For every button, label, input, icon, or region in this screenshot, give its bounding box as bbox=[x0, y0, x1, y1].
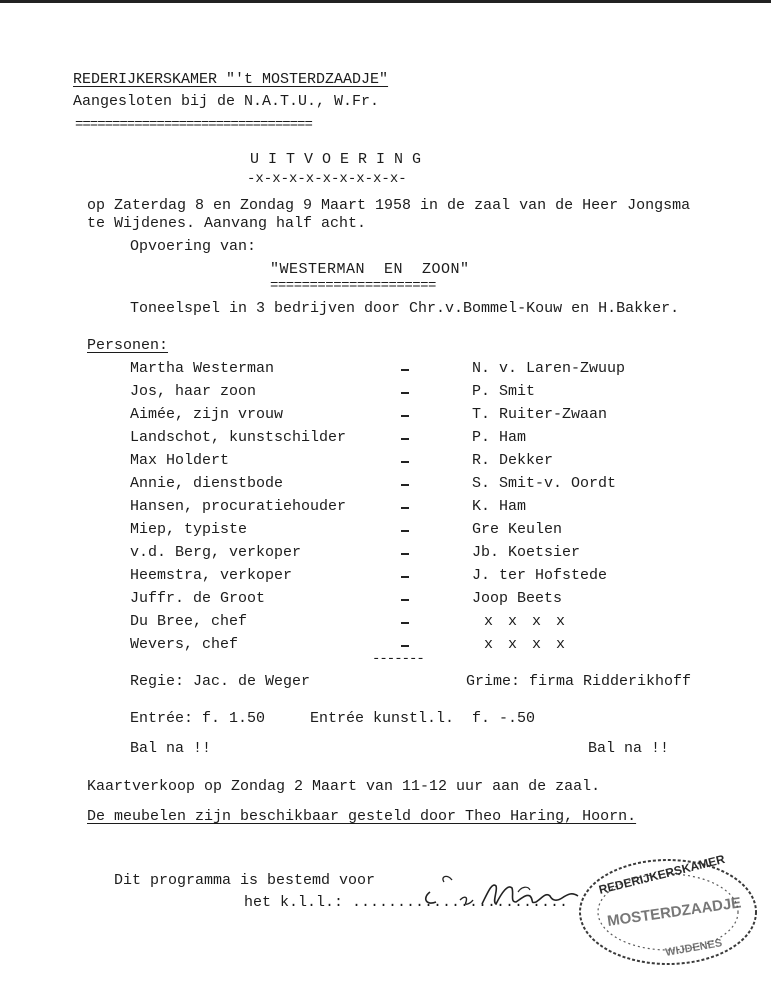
cast-dash bbox=[401, 507, 409, 509]
cast-dash bbox=[401, 438, 409, 440]
cast-actor: x x x x bbox=[484, 613, 569, 630]
cast-role: Martha Westerman bbox=[130, 360, 275, 377]
cast-actor: P. Smit bbox=[472, 383, 536, 400]
cast-role: Du Bree, chef bbox=[130, 613, 248, 630]
cast-dash bbox=[401, 392, 409, 394]
play-description: Toneelspel in 3 bedrijven door Chr.v.Bommel-Kouw en H.Bakker. bbox=[130, 300, 680, 317]
grime-credit: Grime: firma Ridderikhoff bbox=[466, 673, 692, 690]
cast-actor: T. Ruiter-Zwaan bbox=[472, 406, 608, 423]
regie-credit: Regie: Jac. de Weger bbox=[130, 673, 311, 690]
entry-price: Entrée: f. 1.50 bbox=[130, 710, 266, 727]
cast-dash bbox=[401, 622, 409, 624]
cast-dash bbox=[401, 415, 409, 417]
date-line-1: op Zaterdag 8 en Zondag 9 Maart 1958 in de zaal van de Heer Jongsma bbox=[87, 197, 691, 214]
program-member-label: het k.l.l.: ........................ bbox=[244, 894, 569, 911]
performance-title: UITVOERING bbox=[250, 151, 431, 168]
cast-actor: N. v. Laren-Zwuup bbox=[472, 360, 626, 377]
cast-dash bbox=[401, 576, 409, 578]
svg-text:WIJDENES: WIJDENES bbox=[664, 937, 724, 959]
program-destined-label: Dit programma is bestemd voor bbox=[114, 872, 376, 889]
cast-dash bbox=[401, 530, 409, 532]
affiliation: Aangesloten bij de N.A.T.U., W.Fr. bbox=[73, 93, 380, 110]
header-separator: ================================ bbox=[75, 117, 312, 133]
society-stamp bbox=[570, 852, 760, 972]
cast-role: Jos, haar zoon bbox=[130, 383, 257, 400]
opvoering-label: Opvoering van: bbox=[130, 238, 257, 255]
cast-actor: P. Ham bbox=[472, 429, 527, 446]
cast-role: Annie, dienstbode bbox=[130, 475, 284, 492]
cast-dash bbox=[401, 599, 409, 601]
ball-note-left: Bal na !! bbox=[130, 740, 212, 757]
cast-dash bbox=[401, 553, 409, 555]
ticket-sale-info: Kaartverkoop op Zondag 2 Maart van 11-12 uur aan de zaal. bbox=[87, 778, 601, 795]
cast-actor: x x x x bbox=[484, 636, 569, 653]
svg-text:REDERIJKERSKAMER: REDERIJKERSKAMER bbox=[597, 852, 727, 897]
ball-note-right: Bal na !! bbox=[588, 740, 670, 757]
cast-actor: R. Dekker bbox=[472, 452, 554, 469]
play-title: "WESTERMAN EN ZOON" bbox=[270, 261, 470, 278]
cast-dash bbox=[401, 645, 409, 647]
cast-actor: Gre Keulen bbox=[472, 521, 563, 538]
cast-role: Juffr. de Groot bbox=[130, 590, 266, 607]
cast-role: Hansen, procuratiehouder bbox=[130, 498, 347, 515]
play-title-underline: ===================== bbox=[270, 278, 436, 294]
cast-dash bbox=[401, 484, 409, 486]
society-name: REDERIJKERSKAMER "'t MOSTERDZAADJE" bbox=[73, 71, 389, 88]
furniture-credit: De meubelen zijn beschikbaar gesteld door Theo Haring, Hoorn. bbox=[87, 808, 637, 825]
entry-price-members: Entrée kunstl.l. f. -.50 bbox=[310, 710, 536, 727]
cast-role: Heemstra, verkoper bbox=[130, 567, 293, 584]
cast-heading: Personen: bbox=[87, 337, 169, 354]
cast-role: Landschot, kunstschilder bbox=[130, 429, 347, 446]
cast-actor: Jb. Koetsier bbox=[472, 544, 581, 561]
cast-role: Max Holdert bbox=[130, 452, 230, 469]
page-top-edge bbox=[0, 0, 771, 3]
title-underline: -x-x-x-x-x-x-x-x-x- bbox=[247, 171, 407, 187]
cast-end-separator: ------- bbox=[372, 651, 424, 667]
date-line-2: te Wijdenes. Aanvang half acht. bbox=[87, 215, 367, 232]
cast-role: Aimée, zijn vrouw bbox=[130, 406, 284, 423]
cast-actor: J. ter Hofstede bbox=[472, 567, 608, 584]
cast-role: Wevers, chef bbox=[130, 636, 239, 653]
cast-role: Miep, typiste bbox=[130, 521, 248, 538]
cast-dash bbox=[401, 461, 409, 463]
cast-actor: K. Ham bbox=[472, 498, 527, 515]
svg-text:MOSTERDZAADJE: MOSTERDZAADJE bbox=[606, 894, 743, 930]
cast-actor: S. Smit-v. Oordt bbox=[472, 475, 617, 492]
cast-actor: Joop Beets bbox=[472, 590, 563, 607]
cast-dash bbox=[401, 369, 409, 371]
cast-role: v.d. Berg, verkoper bbox=[130, 544, 302, 561]
